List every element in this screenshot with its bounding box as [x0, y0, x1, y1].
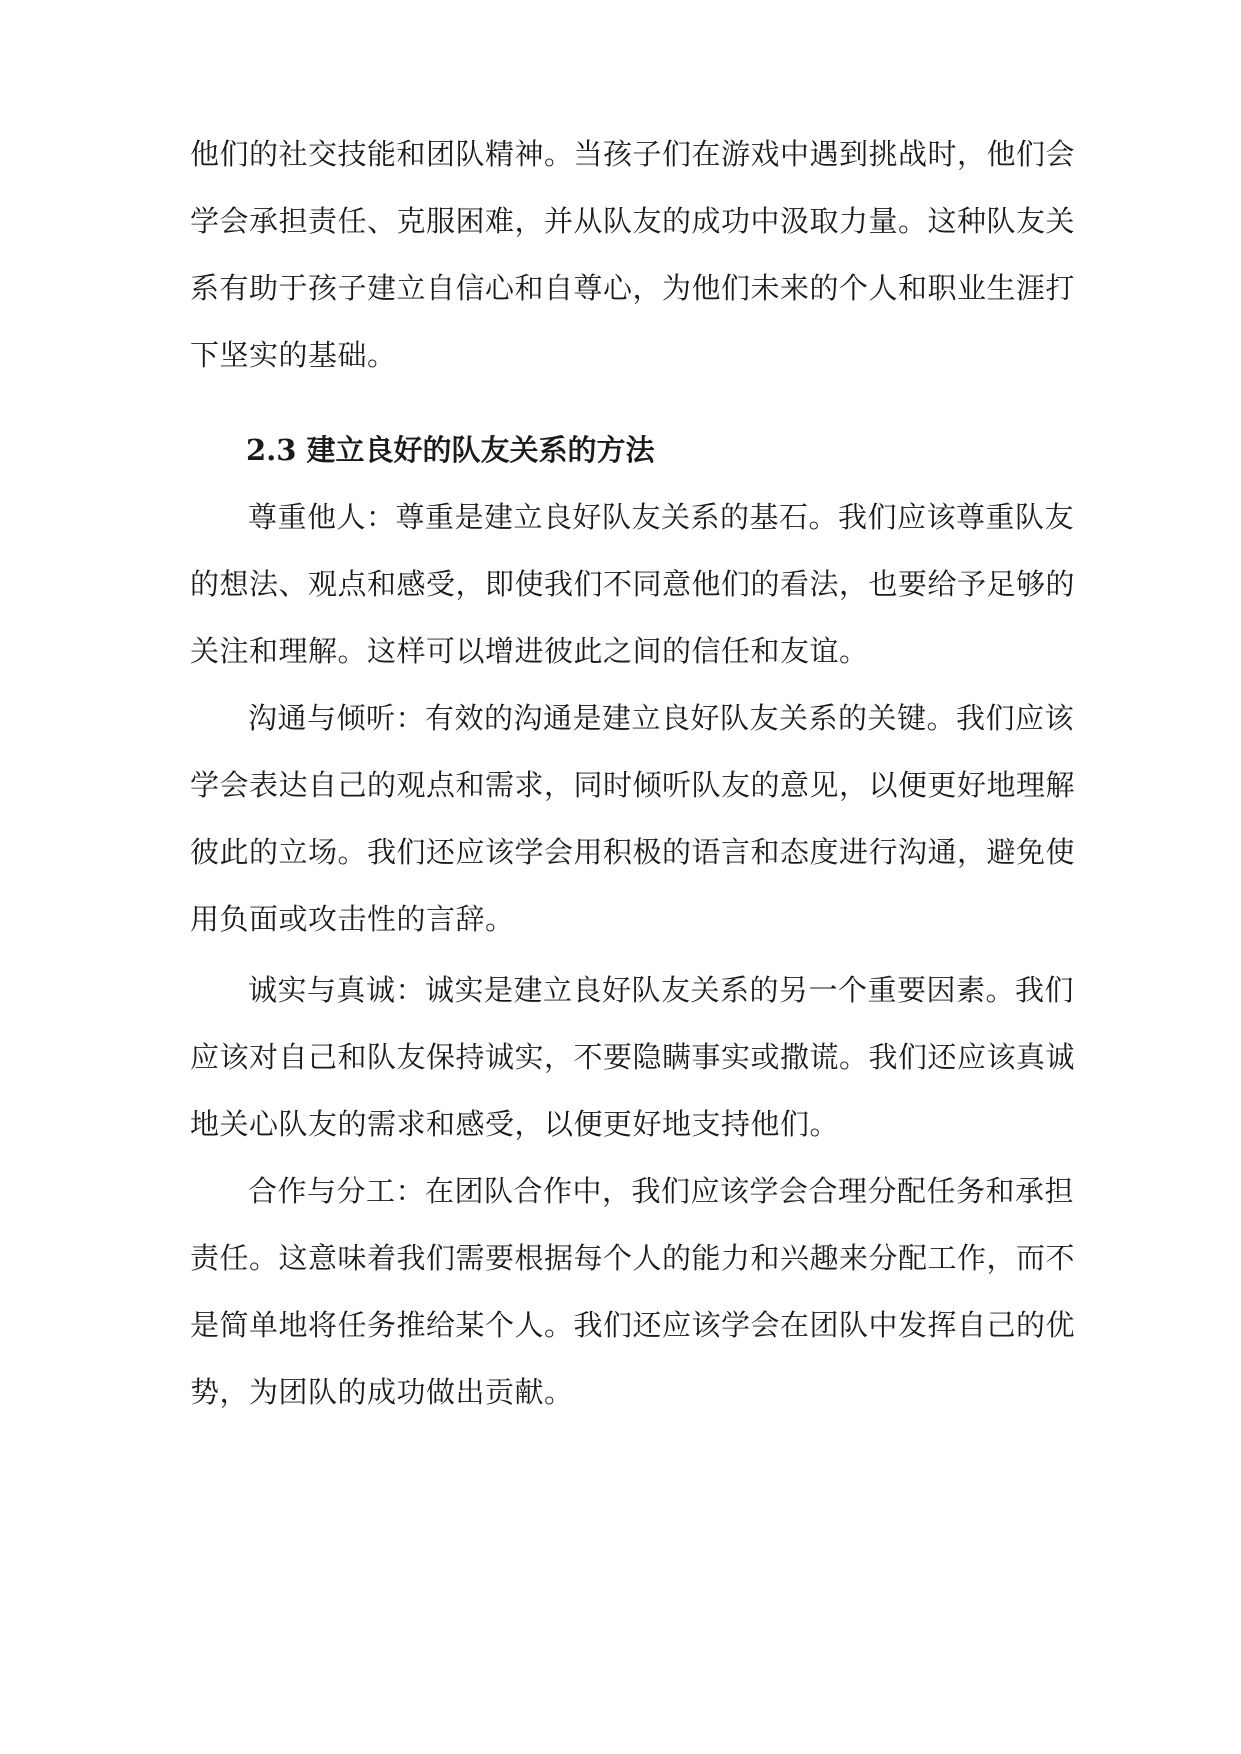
paragraph-line: 关注和理解。这样可以增进彼此之间的信任和友谊。	[190, 634, 869, 668]
paragraph-line: 责任。这意味着我们需要根据每个人的能力和兴趣来分配工作，而不	[190, 1241, 1076, 1275]
paragraph-line: 势，为团队的成功做出贡献。	[190, 1375, 574, 1409]
paragraph-line: 用负面或攻击性的言辞。	[190, 902, 515, 936]
paragraph-line: 学会承担责任、克服困难，并从队友的成功中汲取力量。这种队友关	[190, 204, 1076, 238]
paragraph-line: 合作与分工：在团队合作中，我们应该学会合理分配任务和承担	[248, 1174, 1075, 1208]
paragraph-line: 下坚实的基础。	[190, 338, 397, 372]
paragraph-line: 尊重他人：尊重是建立良好队友关系的基石。我们应该尊重队友	[248, 500, 1075, 534]
paragraph-line: 是简单地将任务推给某个人。我们还应该学会在团队中发挥自己的优	[190, 1308, 1076, 1342]
paragraph-line: 沟通与倾听：有效的沟通是建立良好队友关系的关键。我们应该	[248, 701, 1075, 735]
paragraph-line: 彼此的立场。我们还应该学会用积极的语言和态度进行沟通，避免使	[190, 835, 1076, 869]
paragraph-line: 诚实与真诚：诚实是建立良好队友关系的另一个重要因素。我们	[248, 973, 1075, 1007]
section-heading: 2.3 建立良好的队友关系的方法	[246, 433, 655, 467]
paragraph-line: 地关心队友的需求和感受，以便更好地支持他们。	[190, 1107, 840, 1141]
paragraph-line: 学会表达自己的观点和需求，同时倾听队友的意见，以便更好地理解	[190, 768, 1076, 802]
paragraph-line: 他们的社交技能和团队精神。当孩子们在游戏中遇到挑战时，他们会	[190, 137, 1076, 171]
paragraph-line: 的想法、观点和感受，即使我们不同意他们的看法，也要给予足够的	[190, 567, 1076, 601]
paragraph-line: 应该对自己和队友保持诚实，不要隐瞒事实或撒谎。我们还应该真诚	[190, 1040, 1076, 1074]
paragraph-line: 系有助于孩子建立自信心和自尊心，为他们未来的个人和职业生涯打	[190, 271, 1076, 305]
